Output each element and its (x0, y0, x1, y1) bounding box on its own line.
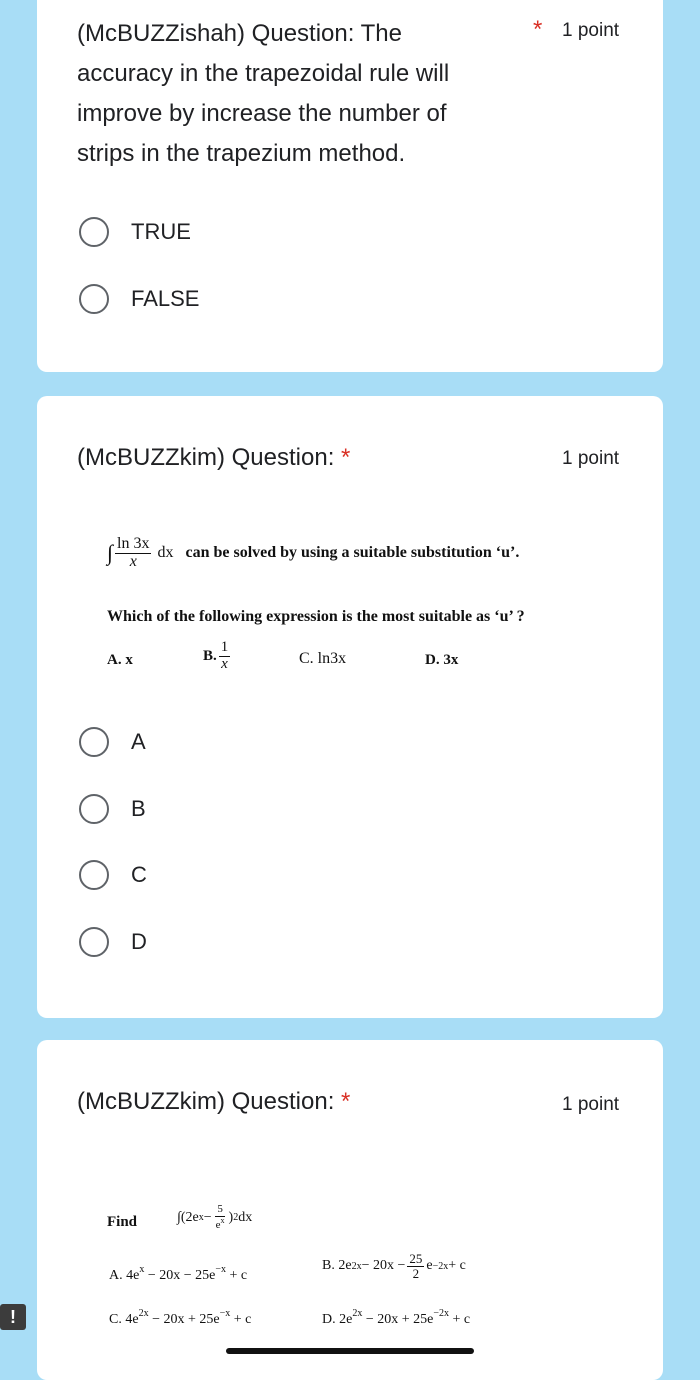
choice-d-text: D. 3x (425, 652, 459, 668)
home-indicator[interactable] (226, 1348, 474, 1354)
choice-c-text: C. ln3x (299, 650, 347, 667)
question-card-1 (37, 0, 663, 372)
radio-button[interactable] (79, 284, 109, 314)
question-2-title: (McBUZZkim) Question: * (77, 444, 351, 471)
question-1-title (77, 14, 449, 174)
integral-numerator: ln 3x (117, 535, 150, 552)
required-asterisk: * (533, 16, 543, 43)
option-b[interactable] (79, 791, 146, 827)
find-choice-c: C. $4e^{2x} - 20x + 25e^{-x} + c$ (109, 1308, 252, 1327)
option-false[interactable] (79, 281, 199, 317)
question-card-3 (37, 1040, 663, 1380)
option-label: B (131, 796, 146, 821)
choice-b-text: B. $\frac{1}{x}$ (203, 639, 229, 672)
option-c[interactable] (79, 857, 147, 893)
required-asterisk: * (341, 1088, 351, 1115)
option-d[interactable] (79, 924, 147, 960)
question-3-points: 1 point (562, 1094, 620, 1115)
find-expression: ∫(2e x − $\frac{5}{e^x}$ ) 2 dx (177, 1203, 253, 1231)
option-a[interactable] (79, 724, 146, 760)
radio-button[interactable] (79, 727, 109, 757)
option-true[interactable] (79, 214, 191, 250)
question-1-points: 1 point (562, 20, 620, 41)
integral-expression: ∫ $\frac{\ln 3x}{x}$ dx can be solved by using a suitable substitution ‘u’. (107, 535, 520, 570)
integral-dx: dx (157, 544, 174, 562)
question-1-title-line-4: strips in the trapezium method. (77, 140, 406, 167)
alert-icon[interactable]: ! (0, 1304, 26, 1330)
radio-button[interactable] (79, 217, 109, 247)
option-label: TRUE (131, 219, 191, 244)
find-choice-b: B. 2e 2x − 20x − $\frac{25}{2}$ e −2x + c (322, 1251, 466, 1281)
option-label: FALSE (131, 286, 200, 311)
question-3-title: (McBUZZkim) Question: * (77, 1088, 351, 1115)
option-label: D (131, 929, 147, 954)
question-1-title-line-3: improve by increase the number of (77, 100, 447, 127)
radio-button[interactable] (79, 794, 109, 824)
required-asterisk: * (341, 444, 351, 471)
find-label: Find (107, 1214, 138, 1230)
integral-denominator: x (129, 552, 137, 570)
radio-button[interactable] (79, 860, 109, 890)
find-choice-a: A. $4e^x - 20x - 25e^{-x} + c$ (109, 1264, 248, 1283)
question-2-points: 1 point (562, 448, 620, 469)
option-label: A (131, 729, 146, 754)
option-label: C (131, 862, 147, 887)
substitution-question: Which of the following expression is the most suitable as ‘u’ ? (107, 608, 525, 625)
question-card-2 (37, 396, 663, 1018)
find-choice-d: D. $2e^{2x} - 20x + 25e^{-2x} + c$ (322, 1308, 471, 1327)
question-1-title-line-2: accuracy in the trapezoidal rule will (77, 60, 450, 87)
integral-sentence: can be solved by using a suitable substitution ‘u’. (185, 544, 520, 562)
question-1-title-line-1: (McBUZZishah) Question: The (77, 20, 402, 47)
choice-a-text: A. x (107, 652, 133, 668)
radio-button[interactable] (79, 927, 109, 957)
